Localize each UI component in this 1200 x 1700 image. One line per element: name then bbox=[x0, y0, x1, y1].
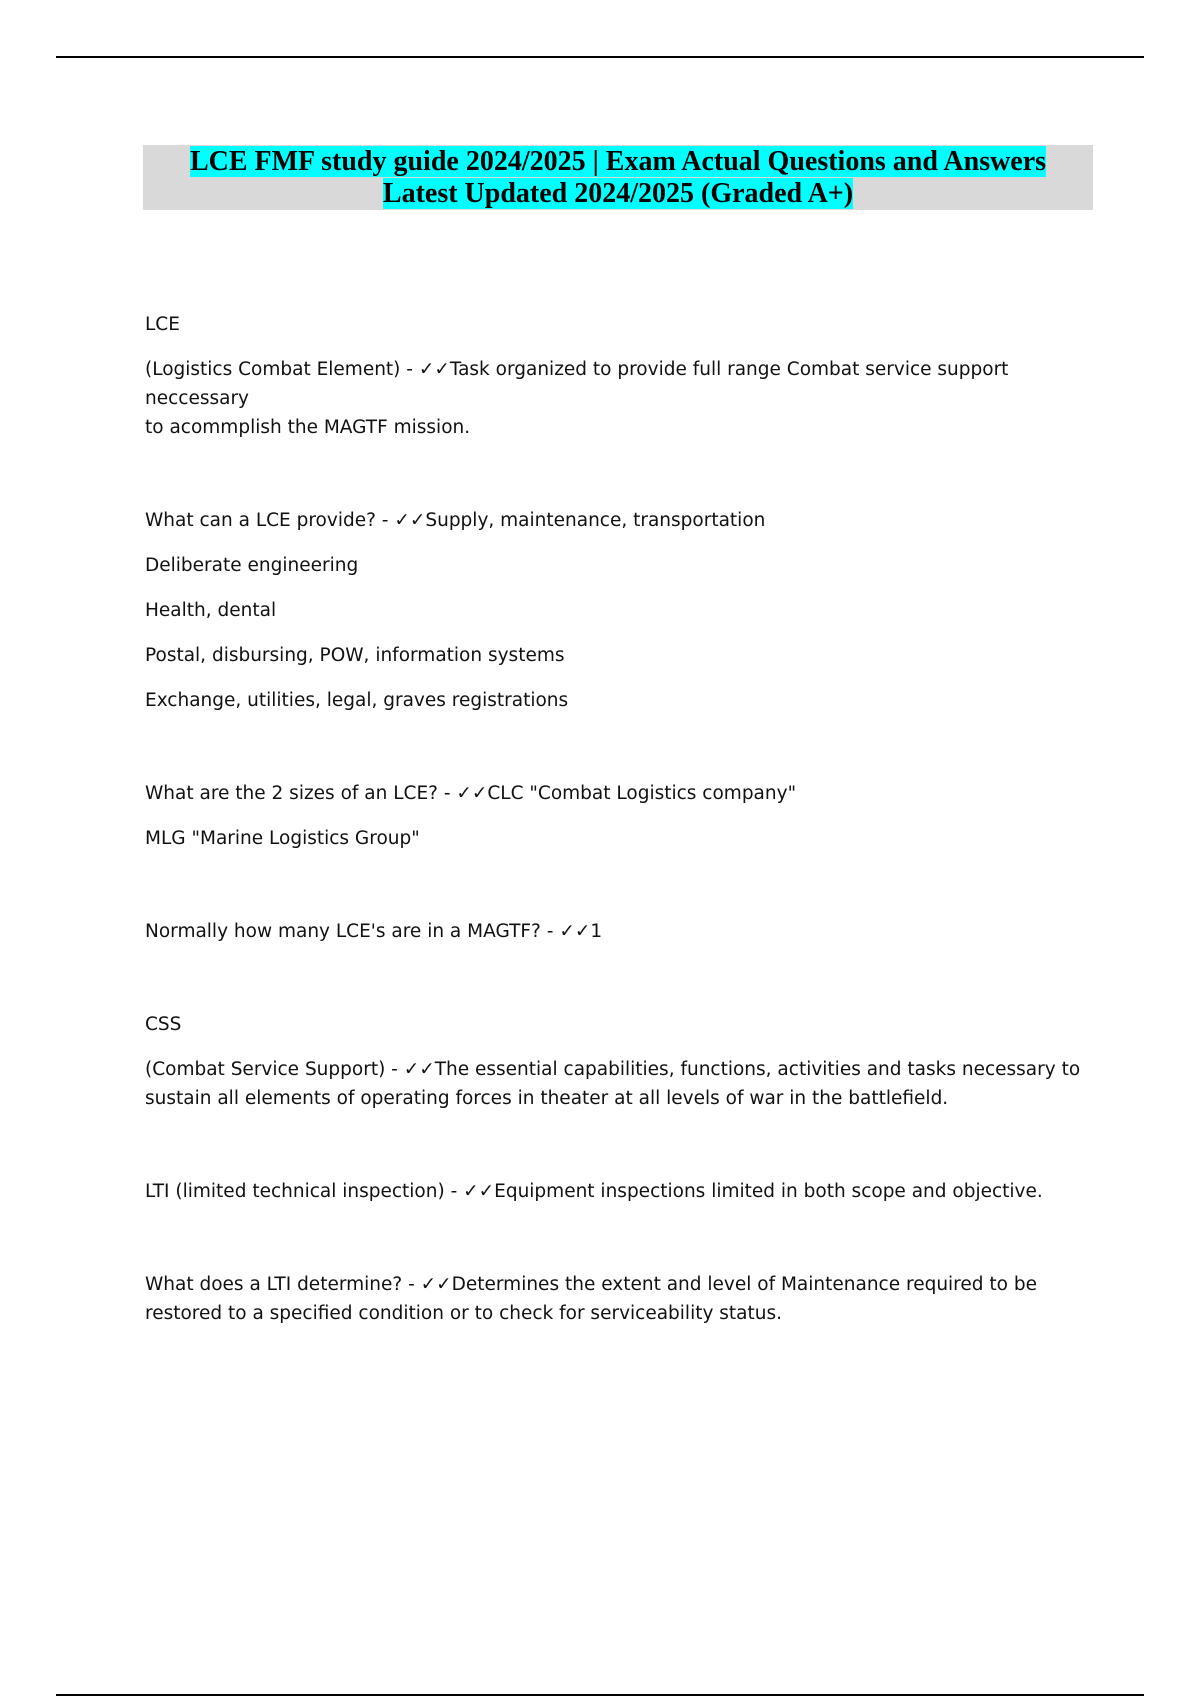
question-lti-determine-line-2: restored to a specified condition or to check for serviceability status. bbox=[145, 1303, 783, 1324]
title-line-2: Latest Updated 2024/2025 (Graded A+) bbox=[382, 178, 854, 209]
question-lti-determine-line-1: What does a LTI determine? - ✓✓Determines the extent and level of Maintenance required to be bbox=[145, 1274, 1037, 1295]
list-item: Deliberate engineering bbox=[145, 555, 359, 576]
definition-lce-line-1: (Logistics Combat Element) - ✓✓Task organized to provide full range Combat service support neccessary bbox=[145, 359, 1009, 409]
question-lti-determine bbox=[145, 1270, 1095, 1328]
question-lce-sizes: What are the 2 sizes of an LCE? - ✓✓CLC "Combat Logistics company" bbox=[145, 783, 797, 804]
question-lce-provide: What can a LCE provide? - ✓✓Supply, maintenance, transportation bbox=[145, 510, 766, 531]
list-item: Postal, disbursing, POW, information systems bbox=[145, 645, 565, 666]
question-lti: LTI (limited technical inspection) - ✓✓Equipment inspections limited in both scope and objective. bbox=[145, 1181, 1043, 1202]
bottom-rule bbox=[56, 1694, 1144, 1696]
title-line-1: LCE FMF study guide 2024/2025 | Exam Actual Questions and Answers bbox=[189, 146, 1047, 177]
term-lce: LCE bbox=[145, 314, 180, 335]
study-guide-content bbox=[145, 310, 1095, 1328]
definition-lce-line-2: to acommplish the MAGTF mission. bbox=[145, 417, 471, 438]
definition-css-line-1: (Combat Service Support) - ✓✓The essential capabilities, functions, activities and tasks necessary to bbox=[145, 1059, 1081, 1080]
definition-lce bbox=[145, 355, 1095, 442]
definition-css-line-2: sustain all elements of operating forces in theater at all levels of war in the battlefield. bbox=[145, 1088, 949, 1109]
list-item: Exchange, utilities, legal, graves registrations bbox=[145, 690, 569, 711]
question-lce-count: Normally how many LCE's are in a MAGTF? - ✓✓1 bbox=[145, 921, 603, 942]
definition-css bbox=[145, 1055, 1095, 1113]
list-item: Health, dental bbox=[145, 600, 277, 621]
document-title-box bbox=[143, 145, 1093, 210]
term-css: CSS bbox=[145, 1014, 182, 1035]
document-title bbox=[143, 145, 1093, 210]
list-item: MLG "Marine Logistics Group" bbox=[145, 828, 420, 849]
top-rule bbox=[56, 56, 1144, 58]
